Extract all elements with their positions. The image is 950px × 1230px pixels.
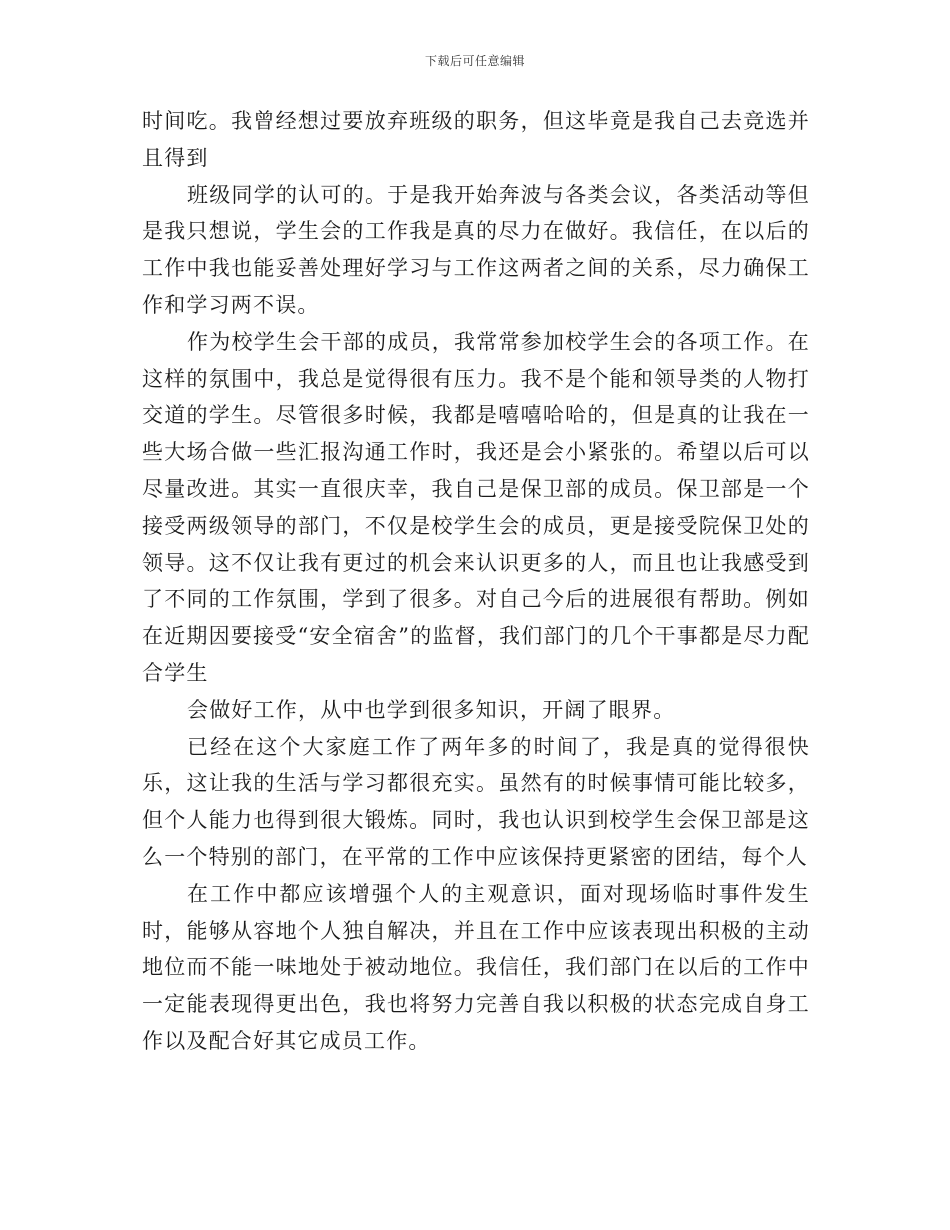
paragraph-1: 时间吃。我曾经想过要放弃班级的职务，但这毕竟是我自己去竞选并且得到	[142, 109, 810, 170]
paragraph-5: 已经在这个大家庭工作了两年多的时间了，我是真的觉得很快乐，这让我的生活与学习都很充实。虽然有的时候事情可能比较多，但个人能力也得到很大锻炼。同时，我也认识到校学生会保卫部是这么一个特别的部门，在平常的工作中应该保持更紧密的团结，每个人	[142, 734, 810, 869]
paragraph-6: 在工作中都应该增强个人的主观意识，面对现场临时事件发生时，能够从容地个人独自解决，并且在工作中应该表现出积极的主动地位而不能一味地处于被动地位。我信任，我们部门在以后的工作中一定能表现得更出色，我也将努力完善自我以积极的状态完成自身工作以及配合好其它成员工作。	[142, 881, 810, 1053]
paragraph-2: 班级同学的认可的。于是我开始奔波与各类会议，各类活动等但是我只想说，学生会的工作我是真的尽力在做好。我信任，在以后的工作中我也能妥善处理好学习与工作这两者之间的关系，尽力确保工作和学习两不误。	[142, 182, 810, 317]
page-header: 下载后可任意编辑	[424, 54, 525, 68]
paragraph-3: 作为校学生会干部的成员，我常常参加校学生会的各项工作。在这样的氛围中，我总是觉得很有压力。我不是个能和领导类的人物打交道的学生。尽管很多时候，我都是嘻嘻哈哈的，但是真的让我在一些大场合做一些汇报沟通工作时，我还是会小紧张的。希望以后可以尽量改进。其实一直很庆幸，我自己是保卫部的成员。保卫部是一个接受两级领导的部门，不仅是校学生会的成员，更是接受院保卫处的领导。这不仅让我有更过的机会来认识更多的人，而且也让我感受到了不同的工作氛围，学到了很多。对自己今后的进展很有帮助。例如在近期因要接受“安全宿舍”的监督，我们部门的几个干事都是尽力配合学生	[142, 329, 810, 685]
paragraph-4: 会做好工作，从中也学到很多知识，开阔了眼界。	[187, 697, 676, 722]
document-body	[142, 103, 810, 1060]
